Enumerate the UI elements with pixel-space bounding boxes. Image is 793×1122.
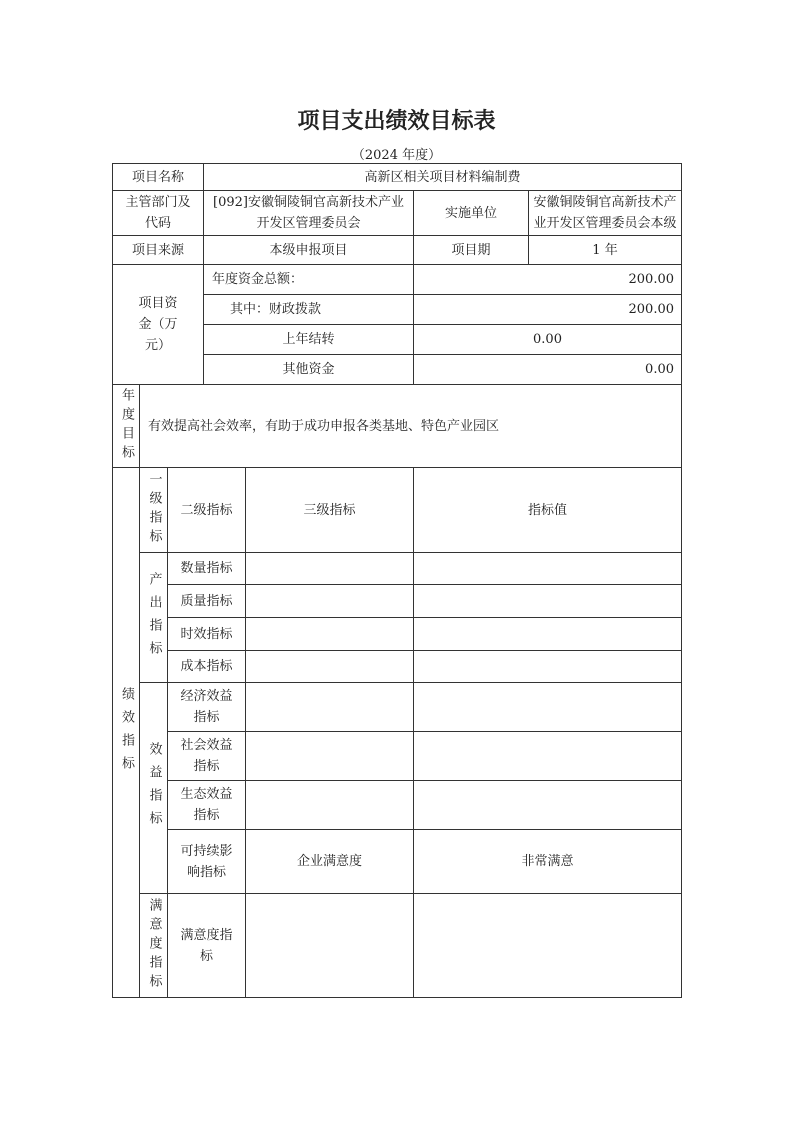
benefit-sustainable-l3: 企业满意度 [245,829,414,894]
cell [413,584,682,618]
cell [245,584,414,618]
header-value: 指标值 [413,467,682,553]
funds-other-value: 0.00 [413,354,682,385]
satisfaction-label: 满意度指标 [139,893,168,998]
source-label: 项目来源 [112,235,204,265]
cell [413,650,682,683]
name-label: 项目名称 [112,163,204,191]
cell [413,893,682,998]
funds-total-value: 200.00 [413,264,682,295]
cell [245,552,414,585]
goal-text: 有效提高社会效率，有助于成功申报各类基地、特色产业园区 [139,384,682,468]
header-level1: 一级指标 [139,467,168,553]
benefit-economic: 经济效益指标 [167,682,246,732]
output-quantity: 数量指标 [167,552,246,585]
benefit-label: 效益指标 [139,682,168,894]
header-level3: 三级指标 [245,467,414,553]
goal-label: 年度目标 [112,384,140,468]
cell [413,617,682,651]
benefit-ecological-value [413,780,682,830]
period-label: 项目期 [413,235,529,265]
benefit-social-l3 [245,731,414,781]
period-value: 1 年 [528,235,682,265]
perf-label: 绩效指标 [112,467,140,998]
benefit-sustainable-value: 非常满意 [413,829,682,894]
funds-carryover-label: 上年结转 [203,324,414,355]
funds-other-label: 其他资金 [203,354,414,385]
funds-label: 项目资金（万元） [112,264,204,385]
name-value: 高新区相关项目材料编制费 [203,163,682,191]
cell [245,650,414,683]
funds-carryover-value: 0.00 [413,324,682,355]
cell [245,893,414,998]
page-title: 项目支出绩效目标表 [297,109,496,134]
benefit-ecological-l3 [245,780,414,830]
impl-value: 安徽铜陵铜官高新技术产业开发区管理委员会本级 [528,190,682,236]
output-cost: 成本指标 [167,650,246,683]
funds-fiscal-value: 200.00 [413,294,682,325]
satisfaction-l2: 满意度指标 [167,893,246,998]
source-value: 本级申报项目 [203,235,414,265]
funds-fiscal-label: 其中：财政拨款 [203,294,414,325]
output-time: 时效指标 [167,617,246,651]
benefit-social-value [413,731,682,781]
funds-total-label: 年度资金总额： [203,264,414,295]
benefit-economic-value [413,682,682,732]
dept-value: [092]安徽铜陵铜官高新技术产业开发区管理委员会 [203,190,414,236]
benefit-social: 社会效益指标 [167,731,246,781]
cell [413,552,682,585]
benefit-ecological: 生态效益指标 [167,780,246,830]
dept-label: 主管部门及代码 [112,190,204,236]
output-label: 产出指标 [139,552,168,683]
header-level2: 二级指标 [167,467,246,553]
page-subtitle: （2024 年度） [351,148,442,163]
impl-label: 实施单位 [413,190,529,236]
benefit-sustainable: 可持续影响指标 [167,829,246,894]
output-quality: 质量指标 [167,584,246,618]
benefit-economic-l3 [245,682,414,732]
cell [245,617,414,651]
